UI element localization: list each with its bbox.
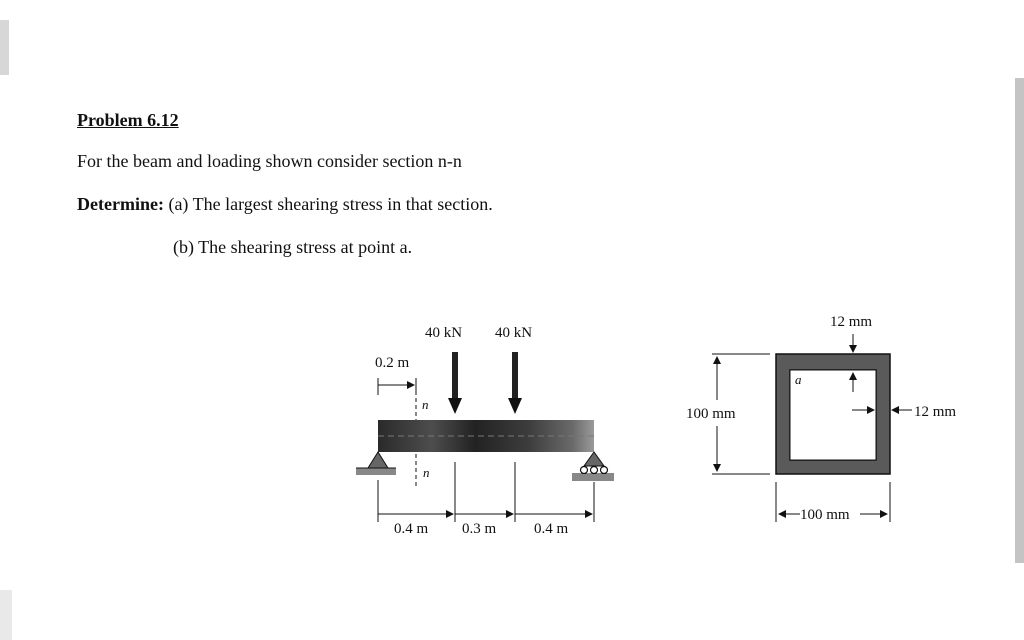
problem-title: Problem 6.12: [77, 110, 179, 130]
span-3-label: 0.4 m: [534, 521, 569, 537]
section-mark-bottom: n: [423, 465, 430, 480]
part-a-text: (a) The largest shearing stress in that section.: [163, 194, 493, 214]
part-b-text: (b) The shearing stress at point a.: [173, 237, 413, 257]
box-section-hollow: [790, 370, 876, 460]
load-arrow-right: [508, 352, 522, 414]
width-label: 100 mm: [800, 507, 850, 523]
right-roller-support: [572, 452, 614, 481]
span-2-label: 0.3 m: [462, 521, 497, 537]
section-mark-top: n: [422, 397, 429, 412]
side-thickness-label: 12 mm: [914, 404, 957, 420]
problem-statement: For the beam and loading shown consider section n-n: [77, 151, 462, 171]
span-1-label: 0.4 m: [394, 521, 429, 537]
height-label: 100 mm: [686, 406, 736, 422]
beam-figure: [356, 325, 614, 537]
load-left-label: 40 kN: [425, 325, 463, 341]
left-pin-support: [356, 452, 396, 475]
top-thickness-label: 12 mm: [830, 314, 873, 330]
section-offset-label: 0.2 m: [375, 355, 410, 371]
load-right-label: 40 kN: [495, 325, 533, 341]
cross-section-figure: [686, 314, 956, 523]
determine-label: Determine:: [77, 194, 164, 214]
point-a-label: a: [795, 372, 802, 387]
load-arrow-left: [448, 352, 462, 414]
